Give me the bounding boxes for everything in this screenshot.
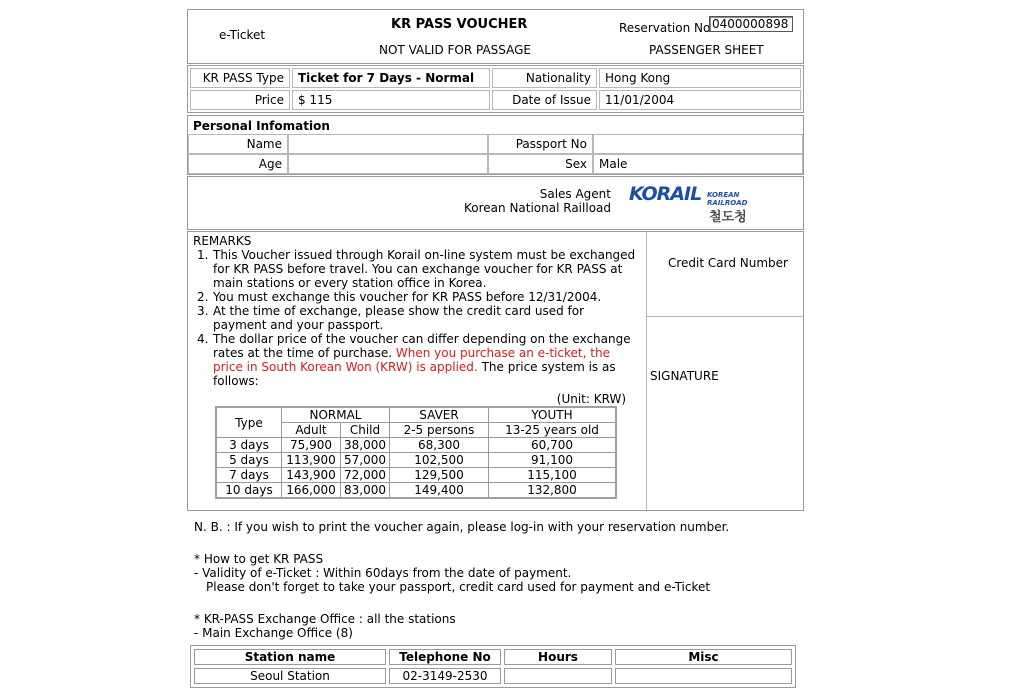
- sales-agent: [187, 176, 804, 230]
- price-cell: 5 days: [216, 453, 282, 468]
- personal-info-row: [188, 134, 803, 154]
- nb-note: N. B. : If you wish to print the voucher again, please log-in with your reservation number.: [194, 520, 730, 534]
- personal-info-heading: Personal Infomation: [193, 119, 330, 133]
- price-cell: 10 days: [216, 483, 282, 499]
- remark-text-highlight: When you purchase an e-ticket, the price in South Korean Won (KRW) is applied.: [213, 346, 610, 374]
- price-value: $ 115: [292, 90, 490, 110]
- remark-text-before: The dollar price of the voucher can differ depending on the exchange rates at the time of purchase.: [213, 332, 631, 360]
- issue-date-label: Date of Issue: [492, 90, 597, 110]
- voucher-title: KR PASS VOUCHER: [391, 17, 528, 32]
- price-label: Price: [190, 90, 290, 110]
- sales-agent-text: [464, 187, 611, 215]
- sex-value: Male: [593, 154, 803, 174]
- validity-note: - Validity of e-Ticket : Within 60days from the date of payment.: [194, 566, 572, 580]
- stations-table: [190, 645, 796, 688]
- price-cell: 83,000: [341, 483, 390, 499]
- name-value: [288, 134, 488, 154]
- main-exchange-note: - Main Exchange Office (8): [194, 626, 353, 640]
- remarks-heading: REMARKS: [193, 234, 252, 248]
- remark-text: This Voucher issued through Korail on-line system must be exchanged for KR PASS before travel. You can exchange voucher for KR PASS at main stations or every station office in Korea.: [213, 248, 636, 290]
- passenger-sheet: PASSENGER SHEET: [649, 43, 764, 57]
- nationality-value: Hong Kong: [599, 68, 801, 88]
- station-hours: [504, 668, 612, 684]
- signature-label: SIGNATURE: [650, 369, 719, 383]
- price-cell: 60,700: [489, 438, 617, 453]
- station-telephone: 02-3149-2530: [389, 668, 501, 684]
- station-misc: [615, 668, 792, 684]
- reservation-number: 0400000898: [709, 16, 793, 32]
- price-cell: 72,000: [341, 468, 390, 483]
- remark-number: 1.: [197, 248, 209, 262]
- personal-info-row: [188, 154, 803, 174]
- price-cell: 166,000: [282, 483, 341, 499]
- telephone-header: Telephone No: [389, 649, 501, 665]
- remark-text: [213, 332, 641, 388]
- korail-logo-wordmark: KORAIL: [629, 183, 702, 205]
- price-saver-header: SAVER: [390, 407, 489, 423]
- remark-number: 3.: [197, 304, 209, 318]
- stations-header-row: [194, 649, 792, 665]
- hours-header: Hours: [504, 649, 612, 665]
- price-cell: 75,900: [282, 438, 341, 453]
- price-table-row: [216, 483, 616, 499]
- price-cell: 3 days: [216, 438, 282, 453]
- signature-panel: [647, 317, 803, 510]
- exchange-office-heading: * KR-PASS Exchange Office : all the stations: [194, 612, 456, 626]
- age-label: Age: [188, 154, 288, 174]
- price-cell: 115,100: [489, 468, 617, 483]
- passport-label: Passport No: [488, 134, 593, 154]
- korail-logo-sub: KOREAN RAILROAD: [707, 191, 748, 207]
- sales-agent-name: Korean National Railload: [464, 201, 611, 215]
- price-unit: (Unit: KRW): [556, 392, 626, 406]
- remark-text-after: The price system is as follows:: [213, 360, 616, 388]
- price-child-header: Child: [341, 423, 390, 438]
- eticket-label: e-Ticket: [219, 28, 266, 42]
- remark-item: [197, 290, 641, 304]
- remarks-panel: [188, 232, 647, 510]
- sex-label: Sex: [488, 154, 593, 174]
- price-table-row: [216, 468, 616, 483]
- voucher: [187, 9, 804, 683]
- remark-item: [197, 332, 641, 388]
- price-youth-sub: 13-25 years old: [489, 423, 617, 438]
- voucher-subtitle: NOT VALID FOR PASSAGE: [379, 43, 532, 57]
- how-to-heading: * How to get KR PASS: [194, 552, 324, 566]
- pass-info-table: [188, 66, 803, 112]
- sales-agent-label: Sales Agent: [539, 187, 611, 201]
- remark-number: 4.: [197, 332, 209, 346]
- price-table-row: [216, 438, 616, 453]
- price-youth-header: YOUTH: [489, 407, 617, 423]
- price-table-row: [216, 453, 616, 468]
- price-saver-sub: 2-5 persons: [390, 423, 489, 438]
- price-cell: 143,900: [282, 468, 341, 483]
- station-name-header: Station name: [194, 649, 386, 665]
- price-table-header: [216, 407, 616, 423]
- credit-card-panel: [647, 232, 803, 317]
- pass-info-row: [190, 68, 801, 88]
- issue-date-value: 11/01/2004: [599, 90, 801, 110]
- price-cell: 38,000: [341, 438, 390, 453]
- name-label: Name: [188, 134, 288, 154]
- station-name: Seoul Station: [194, 668, 386, 684]
- price-cell: 113,900: [282, 453, 341, 468]
- price-normal-header: NORMAL: [282, 407, 390, 423]
- remarks-section: [187, 231, 804, 511]
- price-table: [215, 406, 617, 499]
- passport-value: [593, 134, 803, 154]
- price-cell: 7 days: [216, 468, 282, 483]
- price-cell: 68,300: [390, 438, 489, 453]
- voucher-header: [187, 9, 804, 64]
- korail-logo-korean: 철도청: [709, 210, 747, 225]
- credit-card-label: Credit Card Number: [668, 256, 788, 270]
- price-type-header: Type: [216, 407, 282, 438]
- remarks-list: [197, 248, 641, 388]
- reservation-label: Reservation No: [619, 21, 711, 35]
- price-cell: 132,800: [489, 483, 617, 499]
- remark-item: [197, 304, 641, 332]
- price-cell: 91,100: [489, 453, 617, 468]
- pass-info-row: [190, 90, 801, 110]
- personal-info-table: [188, 134, 803, 174]
- price-cell: 149,400: [390, 483, 489, 499]
- price-cell: 129,500: [390, 468, 489, 483]
- age-value: [288, 154, 488, 174]
- pass-type-value: Ticket for 7 Days - Normal: [292, 68, 490, 88]
- table-row: [194, 668, 792, 684]
- price-cell: 102,500: [390, 453, 489, 468]
- remark-item: [197, 248, 641, 290]
- nationality-label: Nationality: [492, 68, 597, 88]
- misc-header: Misc: [615, 649, 792, 665]
- reminder-note: Please don't forget to take your passport, credit card used for payment and e-Ticket: [206, 580, 711, 594]
- remark-text: You must exchange this voucher for KR PASS before 12/31/2004.: [213, 290, 602, 304]
- price-adult-header: Adult: [282, 423, 341, 438]
- price-cell: 57,000: [341, 453, 390, 468]
- pass-info: [187, 65, 804, 113]
- remark-text: At the time of exchange, please show the credit card used for payment and your passport.: [213, 304, 585, 332]
- pass-type-label: KR PASS Type: [190, 68, 290, 88]
- korail-logo: [629, 183, 779, 227]
- personal-info: [187, 115, 804, 175]
- remark-number: 2.: [197, 290, 209, 304]
